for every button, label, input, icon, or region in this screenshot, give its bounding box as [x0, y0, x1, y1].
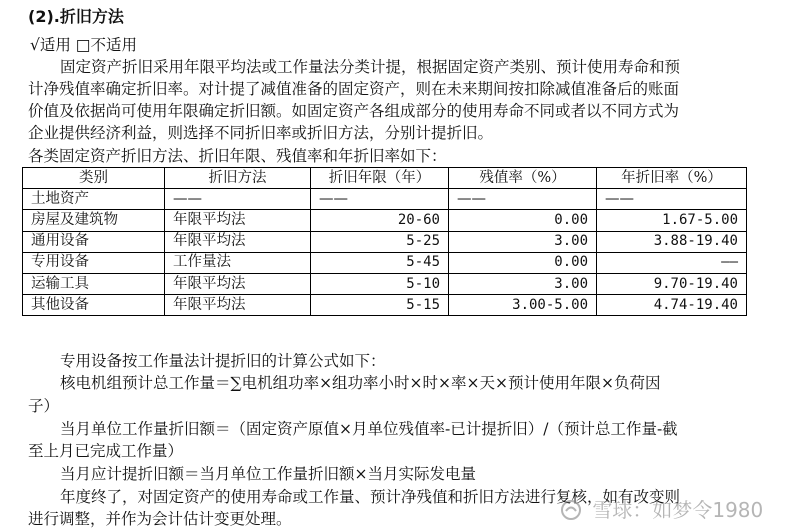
cell-method: 年限平均法	[165, 210, 311, 231]
table-intro: 各类固定资产折旧方法、折旧年限、残值率和年折旧率如下：	[28, 147, 447, 165]
watermark	[560, 494, 763, 523]
depreciation-table	[22, 167, 747, 316]
table-header-row	[23, 168, 747, 189]
table-row	[23, 231, 747, 252]
table-row	[23, 189, 747, 210]
table-row	[23, 273, 747, 294]
cell-years: 5-10	[311, 273, 449, 294]
cell-category: 通用设备	[23, 231, 165, 252]
paragraph-line: 企业提供经济利益，则选择不同折旧率或折旧方法，分别计提折旧。	[28, 124, 494, 142]
watermark-text: 雪球：如梦令1980	[592, 498, 764, 522]
header-category: 类别	[23, 168, 165, 189]
formula-total-workload: 核电机组预计总工作量＝∑电机组功率×组功率小时×时×率×天×预计使用年限×负荷因	[60, 374, 661, 392]
cell-method: 年限平均法	[165, 231, 311, 252]
formula-monthly-unit-cont: 至上月已完成工作量）	[28, 442, 184, 460]
header-years: 折旧年限（年）	[311, 168, 449, 189]
cell-method: ——	[165, 189, 311, 210]
review-paragraph-cont: 进行调整，并作为会计估计变更处理。	[28, 510, 292, 528]
cell-category: 运输工具	[23, 273, 165, 294]
table-row	[23, 210, 747, 231]
cell-residual-rate: 3.00	[449, 231, 597, 252]
header-method: 折旧方法	[165, 168, 311, 189]
paragraph-line: 价值及依据尚可使用年限确定折旧额。如固定资产各组成部分的使用寿命不同或者以不同方式为	[28, 102, 680, 120]
cell-method: 年限平均法	[165, 295, 311, 316]
cell-years: ——	[311, 189, 449, 210]
cell-residual-rate: 3.00	[449, 273, 597, 294]
formula-monthly-depreciation: 当月应计提折旧额＝当月单位工作量折旧额×当月实际发电量	[60, 465, 476, 483]
applicability-options: √适用 □不适用	[30, 36, 137, 54]
table-row	[23, 295, 747, 316]
paragraph-line: 固定资产折旧采用年限平均法或工作量法分类计提，根据固定资产类别、预计使用寿命和预	[60, 58, 681, 76]
header-residual-rate: 残值率（%）	[449, 168, 597, 189]
cell-annual-rate: 9.70-19.40	[597, 273, 747, 294]
review-paragraph: 年度终了，对固定资产的使用寿命或工作量、预计净残值和折旧方法进行复核，如有改变则	[60, 488, 681, 506]
section-title: (2).折旧方法	[28, 7, 124, 26]
cell-category: 土地资产	[23, 189, 165, 210]
cell-residual-rate: 3.00-5.00	[449, 295, 597, 316]
snowball-logo-icon	[560, 499, 582, 521]
cell-years: 5-45	[311, 252, 449, 273]
paragraph-line: 计净残值率确定折旧率。对计提了减值准备的固定资产，则在未来期间按扣除减值准备后的账面	[28, 80, 680, 98]
header-annual-rate: 年折旧率（%）	[597, 168, 747, 189]
cell-category: 其他设备	[23, 295, 165, 316]
cell-annual-rate: 4.74-19.40	[597, 295, 747, 316]
cell-category: 专用设备	[23, 252, 165, 273]
cell-residual-rate: 0.00	[449, 210, 597, 231]
table-row	[23, 252, 747, 273]
cell-residual-rate: 0.00	[449, 252, 597, 273]
cell-residual-rate: ——	[449, 189, 597, 210]
cell-annual-rate: ——	[597, 252, 747, 273]
cell-years: 20-60	[311, 210, 449, 231]
cell-years: 5-25	[311, 231, 449, 252]
cell-method: 工作量法	[165, 252, 311, 273]
formula-monthly-unit: 当月单位工作量折旧额＝（固定资产原值×月单位残值率-已计提折旧）/（预计总工作量-截	[60, 420, 678, 438]
cell-annual-rate: 3.88-19.40	[597, 231, 747, 252]
formula-intro: 专用设备按工作量法计提折旧的计算公式如下：	[60, 352, 386, 370]
cell-years: 5-15	[311, 295, 449, 316]
formula-total-workload-cont: 子）	[28, 397, 60, 415]
cell-annual-rate: ——	[597, 189, 747, 210]
cell-annual-rate: 1.67-5.00	[597, 210, 747, 231]
cell-category: 房屋及建筑物	[23, 210, 165, 231]
cell-method: 年限平均法	[165, 273, 311, 294]
